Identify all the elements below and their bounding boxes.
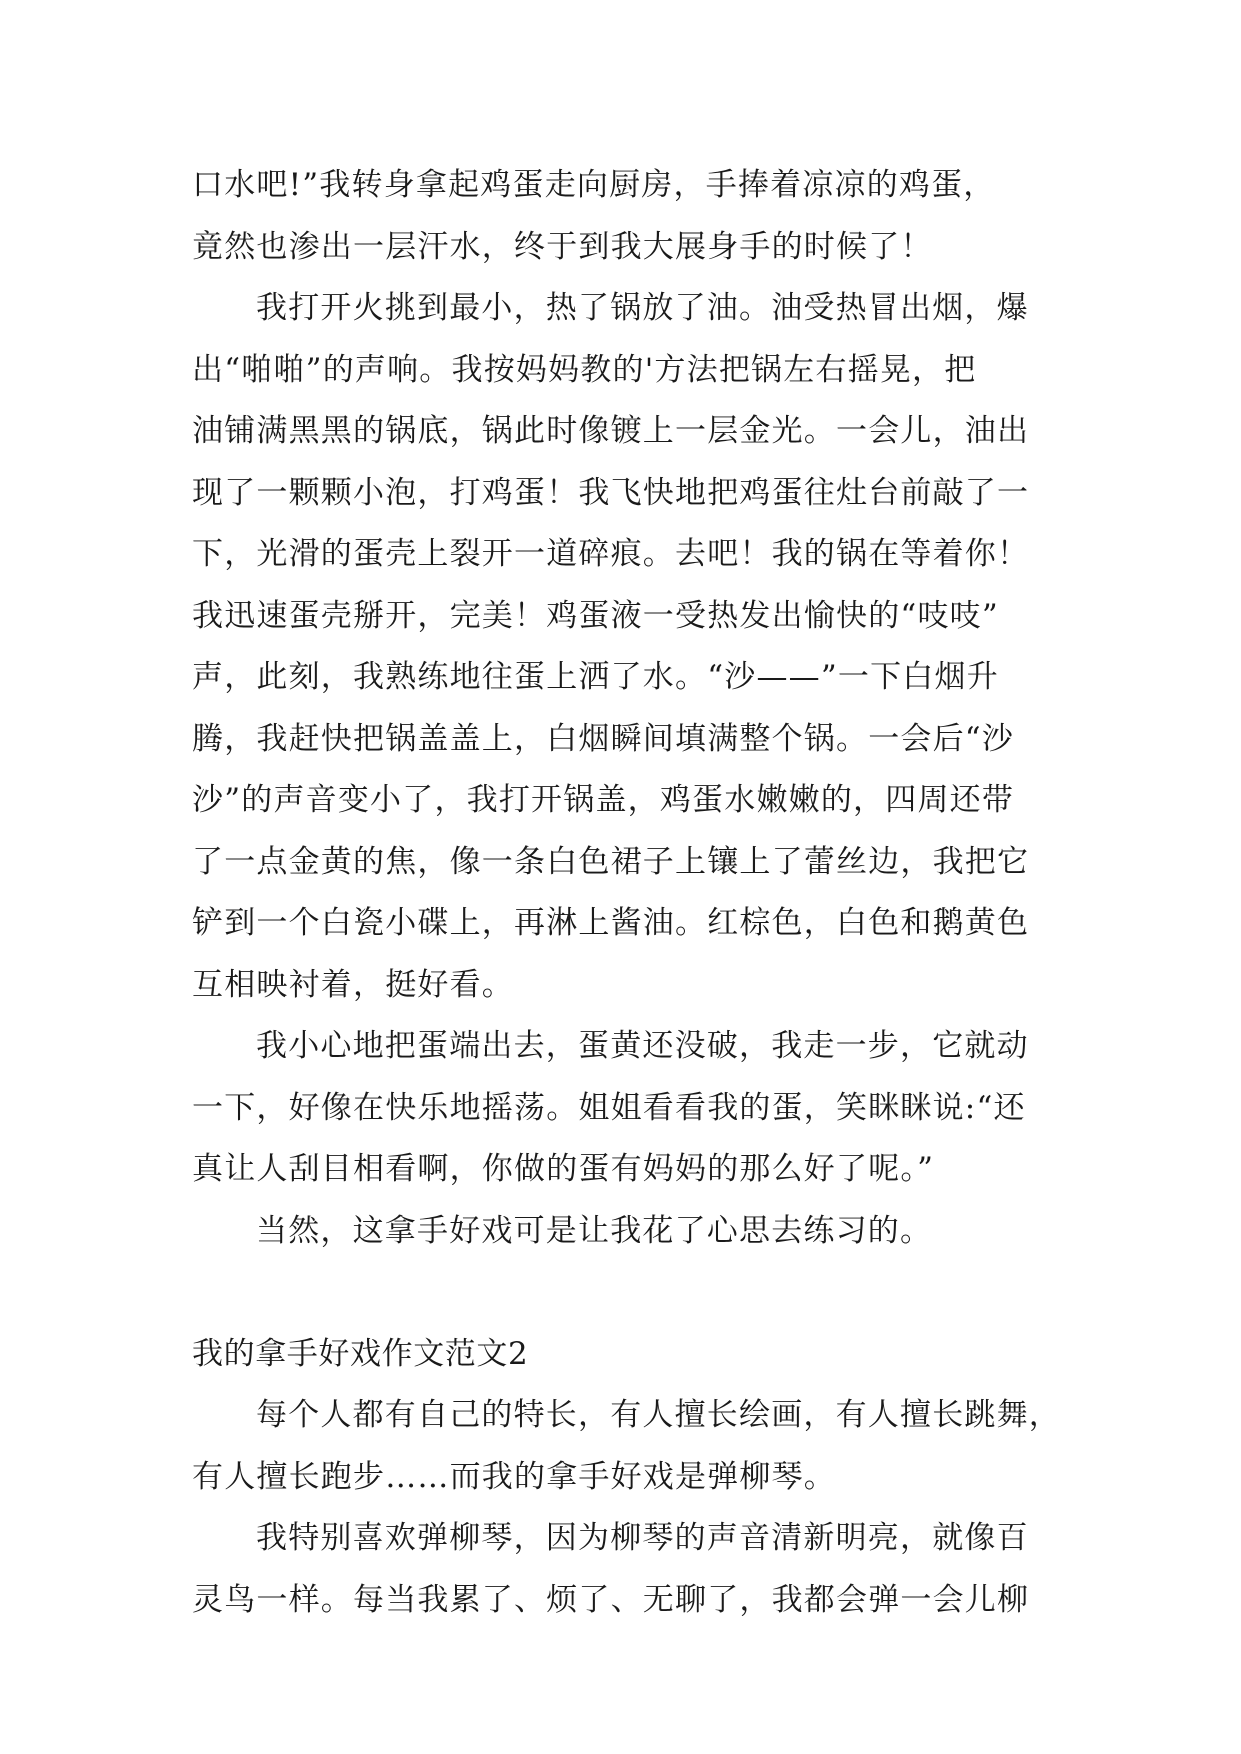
text-line: 出“啪啪”的声响。我按妈妈教的'方法把锅左右摇晃，把 (192, 351, 977, 388)
text-line: 竟然也渗出一层汗水，终于到我大展身手的时候了！ (192, 228, 933, 265)
text-line: 声，此刻，我熟练地往蛋上洒了水。“沙——”一下白烟升 (192, 659, 999, 695)
text-line: 一下，好像在快乐地摇荡。姐姐看看我的蛋，笑眯眯说:“还 (192, 1089, 1026, 1126)
paragraph-start-line: 我打开火挑到最小，热了锅放了油。油受热冒出烟，爆 (256, 290, 1029, 326)
paragraph-start-line: 我小心地把蛋端出去，蛋黄还没破，我走一步，它就动 (256, 1028, 1029, 1064)
text-line: 铲到一个白瓷小碟上，再淋上酱油。红棕色，白色和鹅黄色 (192, 905, 1030, 941)
paragraph-start-line: 每个人都有自己的特长，有人擅长绘画，有人擅长跳舞， (256, 1397, 1061, 1433)
blank-line (192, 1262, 1062, 1324)
text-line: 我迅速蛋壳掰开，完美！鸡蛋液一受热发出愉快的“吱吱” (192, 597, 999, 634)
text-line: 腾，我赶快把锅盖盖上，白烟瞬间填满整个锅。一会后“沙 (192, 720, 1015, 757)
text-line: 真让人刮目相看啊，你做的蛋有妈妈的那么好了呢。” (192, 1151, 935, 1187)
document-body (192, 155, 1062, 1631)
text-line: 了一点金黄的焦，像一条白色裙子上镶上了蕾丝边，我把它 (192, 843, 1030, 880)
text-line: 油铺满黑黑的锅底，锅此时像镀上一层金光。一会儿，油出 (192, 413, 1030, 449)
text-line: 口水吧!”我转身拿起鸡蛋走向厨房，手捧着凉凉的鸡蛋， (192, 167, 996, 203)
text-line: 互相映衬着，挺好看。 (192, 966, 514, 1003)
paragraph-start-line: 我特别喜欢弹柳琴，因为柳琴的声音清新明亮，就像百 (256, 1520, 1029, 1556)
section-heading: 我的拿手好戏作文范文2 (192, 1335, 529, 1372)
text-line: 有人擅长跑步……而我的拿手好戏是弹柳琴。 (192, 1458, 836, 1495)
text-line: 灵鸟一样。每当我累了、烦了、无聊了，我都会弹一会儿柳 (192, 1581, 1030, 1618)
text-line: 现了一颗颗小泡，打鸡蛋！我飞快地把鸡蛋往灶台前敲了一 (192, 474, 1030, 511)
text-line: 沙”的声音变小了，我打开锅盖，鸡蛋水嫩嫩的，四周还带 (192, 782, 1015, 818)
text-line: 下，光滑的蛋壳上裂开一道碎痕。去吧！我的锅在等着你！ (192, 536, 1030, 572)
paragraph-start-line: 当然，这拿手好戏可是让我花了心思去练习的。 (256, 1212, 933, 1249)
